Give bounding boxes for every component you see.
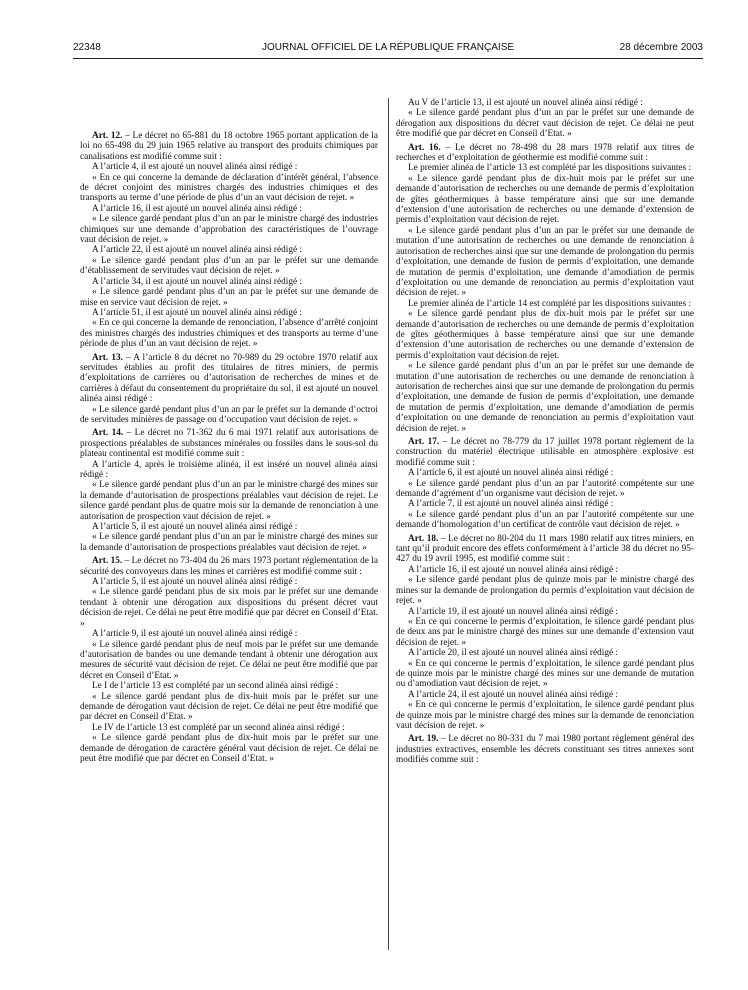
paragraph bbox=[396, 575, 694, 606]
paragraph bbox=[80, 692, 378, 723]
paragraph-text: « En ce qui concerne le permis d’exploitation, le silence gardé pendant plus de quinze mois par le ministre chargé des mines sur une demande de mutation ou d’amodiation vaut décision de rejet. » bbox=[396, 658, 694, 690]
paragraph bbox=[396, 299, 694, 309]
paragraph bbox=[396, 659, 694, 690]
paragraph-text: « En ce qui concerne la demande de renonciation, l’absence d’arrêté conjoint des ministres chargés des industries chimiques et des transports au terme d’une période de plus d’un an vaut décision de rejet. » bbox=[80, 318, 378, 350]
paragraph bbox=[396, 226, 694, 299]
paragraph bbox=[396, 479, 694, 500]
paragraph bbox=[80, 245, 378, 255]
paragraph-text: « Le silence gardé pendant plus d’un an par l’autorité compétente sur une demande d’homologation d’un certificat de contrôle vaut décision de rejet. » bbox=[396, 509, 694, 531]
paragraph bbox=[80, 204, 378, 214]
paragraph-text: A l’article 5, il est ajouté un nouvel alinéa ainsi rédigé : bbox=[92, 522, 298, 533]
article-number: Art. 16. bbox=[408, 142, 441, 153]
paragraph bbox=[80, 733, 378, 764]
paragraph-text: A l’article 16, il est ajouté un nouvel alinéa ainsi rédigé : bbox=[92, 203, 302, 214]
paragraph-text: « Le silence gardé pendant plus d’un an par le préfet sur une demande de dérogation aux dispositions du décret vaut décision de rejet. Ce délai ne peut être modifié que par décret en Conseil d’Etat. » bbox=[396, 108, 694, 140]
paragraph-text: A l’article 6, il est ajouté un nouvel alinéa ainsi rédigé : bbox=[408, 468, 614, 479]
paragraph-text: – A l’article 8 du décret no 70-989 du 29 octobre 1970 relatif aux servitudes établies au profit des titulaires de titres miniers, de permis d’exploitations de carrières ou d’autorisation de recherches de mines et de carrières à défaut du consentement du propriétaire du sol, il est ajouté un nouvel alinéa ainsi rédigé : bbox=[80, 352, 378, 405]
paragraph bbox=[396, 499, 694, 509]
paragraph bbox=[396, 510, 694, 531]
paragraph-text: – Le décret no 80-204 du 11 mars 1980 relatif aux titres miniers, en tant qu’il produit encore des effets conformément à l’article 38 du décret no 95-427 du 19 avril 1995, est modifié comme suit : bbox=[396, 533, 694, 565]
paragraph bbox=[80, 629, 378, 639]
left-column bbox=[80, 128, 378, 764]
page-number: 22348 bbox=[73, 42, 101, 53]
paragraph bbox=[80, 173, 378, 204]
paragraph bbox=[80, 277, 378, 287]
paragraph bbox=[396, 361, 694, 434]
paragraph bbox=[80, 256, 378, 277]
paragraph-text: A l’article 5, il est ajouté un nouvel alinéa ainsi rédigé : bbox=[92, 577, 298, 588]
paragraph-text: Le I de l’article 13 est complété par un second alinéa ainsi rédigé : bbox=[92, 681, 339, 692]
paragraph-text: – Le décret no 80-331 du 7 mai 1980 portant règlement général des industries extractives, ensemble les décrets constituant ses titres annexes sont modifiés comme suit : bbox=[396, 734, 694, 766]
paragraph-text: A l’article 7, il est ajouté un nouvel alinéa ainsi rédigé : bbox=[408, 499, 614, 510]
paragraph bbox=[80, 480, 378, 522]
paragraph bbox=[396, 648, 694, 658]
paragraph-text: « Le silence gardé pendant plus de quinze mois par le ministre chargé des mines sur la demande de prolongation du permis d’exploitation vaut décision de rejet. » bbox=[396, 575, 694, 607]
article-paragraph bbox=[80, 556, 378, 577]
publication-date: 28 décembre 2003 bbox=[619, 42, 703, 53]
article-paragraph bbox=[80, 131, 378, 162]
article-number: Art. 17. bbox=[408, 437, 440, 447]
article-paragraph bbox=[396, 437, 694, 468]
paragraph bbox=[80, 287, 378, 308]
paragraph-text: A l’article 22, il est ajouté un nouvel alinéa ainsi rédigé : bbox=[92, 245, 302, 256]
paragraph bbox=[80, 681, 378, 691]
article-number: Art. 13. bbox=[92, 352, 123, 363]
paragraph bbox=[80, 723, 378, 733]
paragraph-text: A l’article 19, il est ajouté un nouvel alinéa ainsi rédigé : bbox=[408, 606, 618, 617]
paragraph-text: « En ce qui concerne la demande de déclaration d’intérêt général, l’absence de décret conjoint des ministres chargés des industries chimiques et des transports au terme d’une période de plus d’un an vaut décision de rejet. » bbox=[80, 172, 378, 204]
paragraph bbox=[80, 587, 378, 629]
paragraph bbox=[396, 565, 694, 575]
paragraph-text: A l’article 51, il est ajouté un nouvel alinéa ainsi rédigé : bbox=[92, 307, 302, 318]
article-number: Art. 19. bbox=[408, 734, 439, 745]
paragraph bbox=[80, 532, 378, 553]
paragraph bbox=[396, 617, 694, 648]
paragraph bbox=[80, 405, 378, 426]
paragraph-text: A l’article 9, il est ajouté un nouvel alinéa ainsi rédigé : bbox=[92, 629, 298, 640]
paragraph-text: Le premier alinéa de l’article 14 est complété par les dispositions suivantes : bbox=[408, 298, 692, 309]
paragraph-text: « Le silence gardé pendant plus d’un an par le préfet sur une demande de mise en service vaut décision de rejet. » bbox=[80, 287, 378, 308]
paragraph-text: – Le décret no 71-362 du 6 mai 1971 relatif aux autorisations de prospections préalables de substances minérales ou fossiles dans le sous-sol du plateau continental est modifié comme suit : bbox=[80, 428, 378, 460]
column-divider bbox=[388, 98, 389, 950]
paragraph bbox=[80, 640, 378, 682]
paragraph-text: « En ce qui concerne le permis d’exploitation, le silence gardé pendant plus de quinze mois par le ministre chargé des mines sur la demande de renonciation vaut décision de rejet. » bbox=[396, 700, 694, 731]
paragraph-text: A l’article 16, il est ajouté un nouvel alinéa ainsi rédigé : bbox=[408, 564, 618, 575]
paragraph-text: « Le silence gardé pendant plus de six mois par le préfet sur une demande tendant à obtenir une dérogation aux dispositions du présent décret vaut décision de rejet. Ce délai ne peut être modifié que par décret en Conseil d’Etat. » bbox=[80, 587, 378, 629]
paragraph-text: « Le silence gardé pendant plus d’un an par le préfet sur une demande de mutation d’une autorisation de recherches ou une demande de renonciation à autorisation de recherches ainsi que sur une demande de prolongation du permis d’exploitation, une demande de fusion de permis d’exploitation, une demande de mutation de permis d’exploitation, une demande d’amodiation de permis d’exploitation ou une demande de renonciation au permis d’exploitation vaut décision de rejet. » bbox=[396, 361, 694, 434]
paragraph bbox=[396, 98, 694, 108]
paragraph-text: Le IV de l’article 13 est complété par un second alinéa ainsi rédigé : bbox=[92, 722, 345, 733]
paragraph-text: « Le silence gardé pendant plus de dix-huit mois par le préfet sur une demande de dérogation de caractère général vaut décision de rejet. Ce délai ne peut être modifié que par décret en Conseil d’Etat. » bbox=[80, 733, 378, 764]
paragraph-text: Le premier alinéa de l’article 13 est complété par les dispositions suivantes : bbox=[408, 163, 692, 174]
paragraph-text: « Le silence gardé pendant plus d’un an par le ministre chargé des industries chimiques sur une demande d’approbation des caractéristiques de l’ouvrage vaut décision de rejet. » bbox=[80, 214, 378, 246]
article-number: Art. 14. bbox=[92, 428, 124, 439]
paragraph-text: « Le silence gardé pendant plus d’un an par le ministre chargé des mines sur la demande d’autorisation de prospections préalables vaut décision de rejet. » bbox=[80, 532, 378, 553]
paragraph-text: A l’article 4, après le troisième alinéa, il est inséré un nouvel alinéa ainsi rédigé : bbox=[80, 459, 378, 480]
paragraph-text: « En ce qui concerne le permis d’exploitation, le silence gardé pendant plus de deux ans par le ministre chargé des mines sur une demande d’extension vaut décision de rejet. » bbox=[396, 616, 694, 648]
paragraph-text: – Le décret no 65-881 du 18 octobre 1965 portant application de la loi no 65-498 du 29 juin 1965 relative au transport des produits chimiques par canalisations est modifié comme suit : bbox=[80, 131, 378, 162]
paragraph bbox=[396, 163, 694, 173]
paragraph-text: « Le silence gardé pendant plus d’un an par le préfet sur une demande d’établissement de servitudes vaut décision de rejet. » bbox=[80, 255, 378, 277]
paragraph bbox=[396, 174, 694, 226]
paragraph bbox=[396, 690, 694, 700]
paragraph-text: « Le silence gardé pendant plus d’un an par le ministre chargé des mines sur la demande d’autorisation de prospections préalables vaut décision de rejet. Le silence gardé pendant plus de quatre mois sur la demande de renonciation à une autorisation de prospection vaut décision de rejet. » bbox=[80, 480, 378, 522]
paragraph-text: Au V de l’article 13, il est ajouté un nouvel alinéa ainsi rédigé : bbox=[408, 98, 643, 108]
paragraph bbox=[80, 308, 378, 318]
paragraph bbox=[80, 318, 378, 349]
page-header bbox=[73, 42, 703, 56]
paragraph-text: « Le silence gardé pendant plus d’un an par le préfet sur la demande d’octroi de servitudes minières de passage ou d’occupation vaut décision de rejet. » bbox=[80, 404, 378, 425]
paragraph bbox=[80, 162, 378, 172]
article-number: Art. 15. bbox=[92, 556, 123, 567]
right-column bbox=[396, 98, 694, 766]
article-number: Art. 12. bbox=[92, 131, 123, 141]
paragraph bbox=[396, 108, 694, 139]
paragraph bbox=[396, 468, 694, 478]
paragraph-text: A l’article 20, il est ajouté un nouvel alinéa ainsi rédigé : bbox=[408, 648, 618, 659]
paragraph bbox=[80, 214, 378, 245]
paragraph-text: A l’article 34, il est ajouté un nouvel alinéa ainsi rédigé : bbox=[92, 276, 302, 287]
article-paragraph bbox=[80, 428, 378, 459]
paragraph bbox=[396, 700, 694, 731]
article-paragraph bbox=[396, 143, 694, 164]
article-paragraph bbox=[80, 353, 378, 405]
journal-title: JOURNAL OFFICIEL DE LA RÉPUBLIQUE FRANÇAISE bbox=[261, 42, 515, 53]
paragraph-text: « Le silence gardé pendant plus d’un an par le préfet sur une demande de mutation d’une autorisation de recherches ou une demande de renonciation à autorisation de recherches ainsi que sur une demande de prolongation du permis d’exploitation, une demande de fusion de permis d’exploitation, une demande de mutation de permis d’exploitation, une demande d’amodiation de permis d’exploitation ou une demande de renonciation au permis d’exploitation vaut décision de rejet. » bbox=[396, 225, 694, 299]
paragraph-text: – Le décret no 78-779 du 17 juillet 1978 portant règlement de la construction du matériel électrique utilisable en atmosphère explosive est modifié comme suit : bbox=[396, 437, 694, 468]
article-paragraph bbox=[396, 734, 694, 765]
paragraph-text: « Le silence gardé pendant plus de dix-huit mois par le préfet sur une demande d’autorisation de recherches ou une demande de permis d’exploitation de gîtes géothermiques à basse température ainsi que sur une demande d’extension d’une autorisation de recherches ou une demande d’extension de permis d’exploitation vaut décision de rejet. bbox=[396, 309, 694, 361]
paragraph-text: « Le silence gardé pendant plus de dix-huit mois par le préfet sur une demande de dérogation vaut décision de rejet. Ce délai ne peut être modifié que par décret en Conseil d’Etat. » bbox=[80, 691, 378, 723]
paragraph-text: – Le décret no 78-498 du 28 mars 1978 relatif aux titres de recherches et d’exploitation de géothermie est modifié comme suit : bbox=[396, 142, 694, 164]
paragraph-text: – Le décret no 73-404 du 26 mars 1973 portant réglementation de la sécurité des convoyeurs dans les mines et carrières est modifié comme suit : bbox=[80, 556, 378, 577]
paragraph bbox=[80, 522, 378, 532]
paragraph bbox=[80, 460, 378, 481]
article-number: Art. 18. bbox=[408, 533, 439, 544]
paragraph bbox=[396, 309, 694, 361]
paragraph bbox=[80, 577, 378, 587]
article-paragraph bbox=[396, 534, 694, 565]
paragraph-text: « Le silence gardé pendant plus d’un an par l’autorité compétente sur une demande d’agrément d’un organisme vaut décision de rejet. » bbox=[396, 478, 694, 500]
header-rule bbox=[73, 58, 703, 59]
paragraph-text: A l’article 4, il est ajouté un nouvel alinéa ainsi rédigé : bbox=[92, 162, 298, 173]
paragraph-text: « Le silence gardé pendant plus de neuf mois par le préfet sur une demande d’autorisation de bandes ou une demande tendant à obtenir une dérogation aux mesures de sécurité vaut décision de rejet. Ce délai ne peut être modifié que par décret en Conseil d’Etat. » bbox=[80, 639, 378, 681]
paragraph-text: A l’article 24, il est ajouté un nouvel alinéa ainsi rédigé : bbox=[408, 689, 618, 700]
paragraph-text: « Le silence gardé pendant plus de dix-huit mois par le préfet sur une demande d’autorisation de recherches ou une demande de permis d’exploitation de gîtes géothermiques à basse température ainsi que sur une demande d’extension d’une autorisation de recherches ou une demande d’extension de permis d’exploitation vaut décision de rejet. bbox=[396, 173, 694, 226]
paragraph bbox=[396, 607, 694, 617]
